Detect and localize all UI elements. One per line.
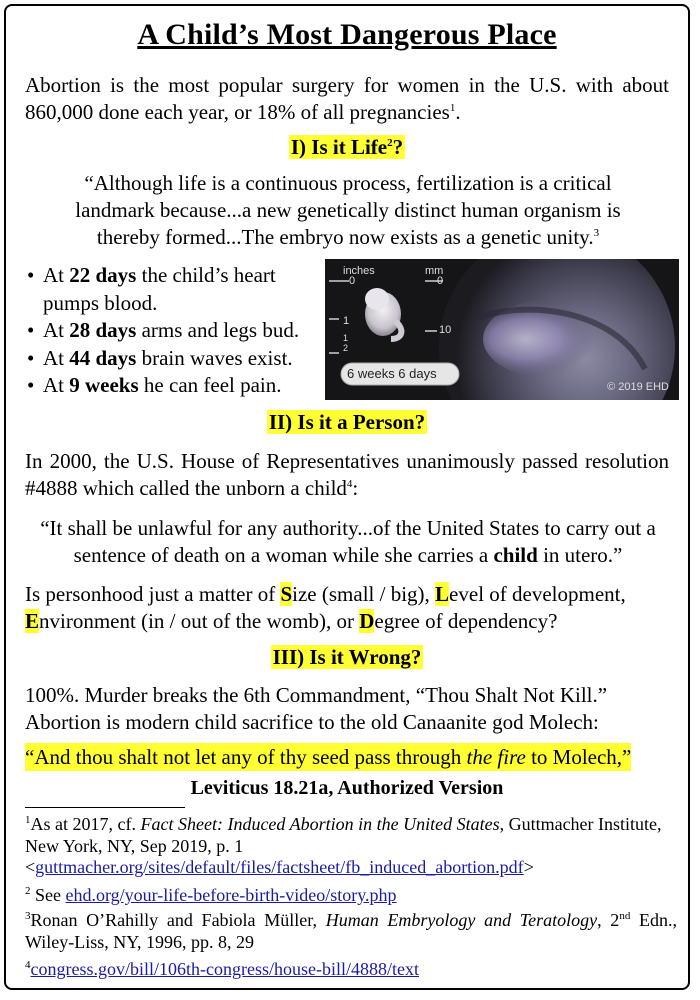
- sled-paragraph: Is personhood just a matter of Size (small / big), Level of development, Environment (in / out of the womb), or Degree of dependency?: [25, 582, 626, 633]
- sled-letter-s: S: [280, 582, 293, 606]
- sled-letter-l: L: [435, 582, 450, 606]
- embryology-quote-text: “Although life is a continuous process, fertilization is a critical landmark because...a new genetically distinct human organism is thereby formed...The embryo now exists as a genetic unity.: [75, 171, 621, 249]
- heading-life-end: ?: [392, 135, 404, 159]
- resolution-footnote-ref: 4: [346, 478, 353, 490]
- footnote-divider: [25, 807, 185, 808]
- ruler-tick-inches-half-num: 1: [343, 333, 349, 343]
- heading-wrong-text: III) Is it Wrong?: [272, 645, 422, 669]
- embryology-quote: [46, 170, 650, 251]
- ehd-link[interactable]: ehd.org/your-life-before-birth-video/story.php: [65, 885, 397, 905]
- bullet-icon: •: [27, 263, 35, 287]
- section-heading-person: [6, 410, 688, 435]
- heading-life-text: I) Is it Life: [290, 135, 388, 159]
- verse-reference: Leviticus 18.21a, Authorized Version: [190, 777, 504, 799]
- commandment-paragraph: 100%. Murder breaks the 6th Commandment, “Thou Shalt Not Kill.” Abortion is modern child sacrifice to the old Canaanite god Molech:: [25, 683, 608, 734]
- list-item: • At 9 weeks he can feel pain.: [25, 372, 325, 400]
- sled-letter-d: D: [359, 609, 375, 633]
- footnote-3: $^3$Ronan O’Rahilly and Fabiola Müller, Human Embryology and Teratology, 2nd Edn., Wiley-Liss, NY, 1996, pp. 8, 29: [25, 910, 677, 952]
- section-heading-life: [6, 135, 688, 160]
- ruler-tick-mm-0: 0: [437, 275, 444, 287]
- embryology-quote-footnote-ref: 3: [593, 227, 600, 239]
- ruler-mm-label: mm: [425, 265, 444, 277]
- bullet-icon: •: [27, 373, 35, 397]
- heading-person-text: II) Is it a Person?: [268, 410, 426, 434]
- resolution-paragraph: [25, 448, 669, 502]
- verse-italic: the fire: [466, 745, 526, 769]
- embryo-photo: [325, 259, 679, 400]
- development-bullet-list: [25, 262, 325, 400]
- ruler-tick-inches-1: 1: [343, 315, 350, 327]
- footnote-1: $^1$As at 2017, cf. Fact Sheet: Induced Abortion in the United States, Guttmacher Institute, New York, NY, Sep 2019, p. 1 <guttmacher.org/sites/default/files/factsheet/fb_induced_abortion.pdf>: [25, 814, 662, 877]
- child-emphasis: child: [493, 543, 538, 567]
- ruler-inches-label: inches: [343, 265, 375, 277]
- bullet-icon: •: [27, 318, 35, 342]
- intro-text: Abortion is the most popular surgery for women in the U.S. with about 860,000 done each year, or 18% of all pregnancies: [25, 73, 669, 124]
- guttmacher-link[interactable]: guttmacher.org/sites/default/files/factsheet/fb_induced_abortion.pdf: [35, 857, 524, 877]
- list-item: • At 22 days the child’s heart pumps blood.: [27, 263, 276, 315]
- section-heading-wrong: [6, 645, 688, 670]
- footnote-4: $^4$congress.gov/bill/106th-congress/house-bill/4888/text: [25, 959, 419, 979]
- page-title: A Child’s Most Dangerous Place: [137, 18, 557, 51]
- list-item: • At 28 days arms and legs bud.: [25, 317, 325, 345]
- list-item: • At 44 days brain waves exist.: [25, 345, 325, 373]
- photo-copyright: © 2019 EHD: [607, 381, 669, 393]
- sled-letter-e: E: [25, 609, 40, 633]
- intro-end: .: [455, 100, 461, 124]
- embryo-age-caption: 6 weeks 6 days: [347, 366, 437, 381]
- resolution-text: In 2000, the U.S. House of Representatives unanimously passed resolution #4888 which called the unborn a child: [25, 449, 669, 500]
- ruler-tick-inches-0: 0: [349, 275, 356, 287]
- flyer-page: [4, 4, 690, 990]
- bullet-icon: •: [27, 345, 35, 370]
- intro-footnote-ref: 1: [449, 102, 456, 114]
- footnote-2: $^2$ See ehd.org/your-life-before-birth-video/story.php: [25, 885, 397, 905]
- ruler-tick-mm-10: 10: [439, 324, 452, 336]
- resolution-quote: “It shall be unlawful for any authority...of the United States to carry out a sentence of death on a woman while she carries a child in utero.”: [40, 516, 656, 567]
- congress-link[interactable]: congress.gov/bill/106th-congress/house-bill/4888/text: [30, 959, 419, 979]
- intro-paragraph: [25, 72, 669, 126]
- resolution-text-end: :: [352, 476, 359, 500]
- verse-line: “And thou shalt not let any of thy seed pass through the fire to Molech,”: [25, 745, 632, 769]
- heading-life-footnote-ref: 2: [387, 137, 393, 149]
- ruler-tick-inches-half-den: 2: [343, 343, 349, 353]
